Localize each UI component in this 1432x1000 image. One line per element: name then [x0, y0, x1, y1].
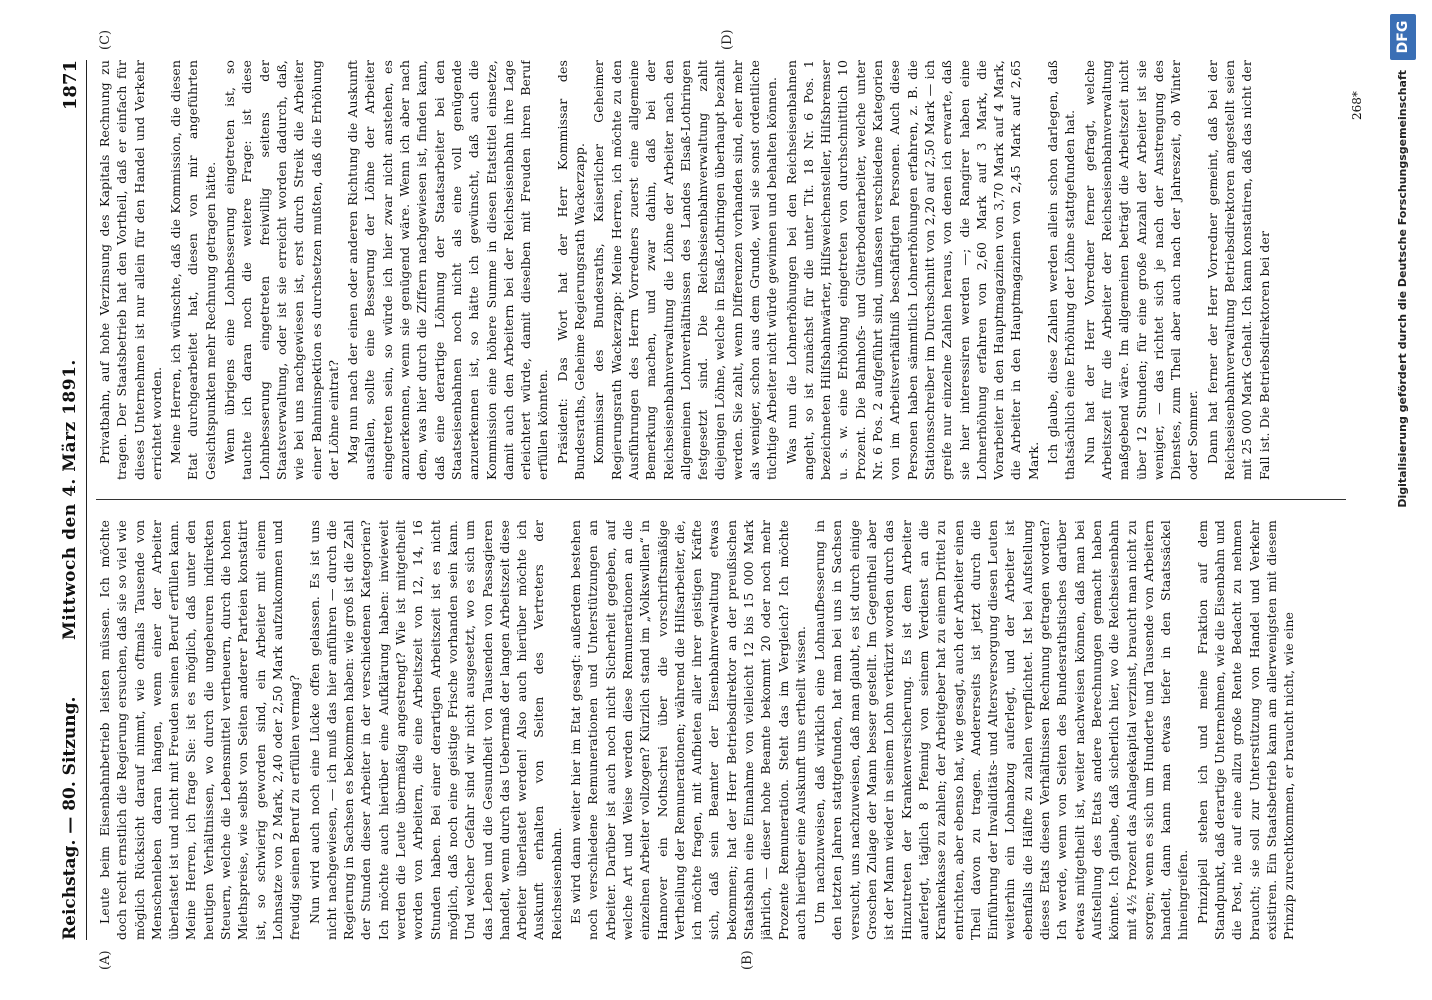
paragraph: Nun hat der Herr Vorredner ferner gefragt, welche Arbeitszeit für die Arbeiter der Reichseisenbahnverwaltung maßgebend wäre. Im allgemeinen beträgt die Arbeitszeit nicht über 12 Stunden; für eine große Anzahl der Arbeiter ist sie weniger, — das richtet sich je nach der Anstrengung des Dienstes, zum Theil aber auch nach der Jahreszeit, ob Winter oder Sommer. [1081, 60, 1201, 480]
paragraph: Kommissar des Bundesraths, Kaiserlicher Geheimer Regierungsrath Wackerzapp: Meine Herren, ich möchte zu den Ausführungen des Herrn Vorredners zuerst eine allgemeine Bemerkung machen, und zwar dahin, daß bei der Reichseisenbahnverwaltung die Löhne der Arbeiter nach den allgemeinen Lohnverhältnissen des Landes Elsaß-Lothringen festgesetzt sind. Die Reichseisenbahnverwaltung zahlt diejenigen Löhne, welche in Elsaß-Lothringen überhaupt bezahlt werden. Sie zahlt, wenn Differenzen vorhanden sind, eher mehr als weniger, schon aus dem Grunde, weil sie sonst ordentliche tüchtige Arbeiter nicht würde gewinnen und behalten können. [591, 60, 780, 480]
column-divider [96, 499, 1346, 500]
paragraph: Meine Herren, ich wünschte, daß die Kommission, die diesen Etat durchgearbeitet hat, diesen von mir angeführten Gesichtspunkten mehr Rechnung getragen hätte. [168, 60, 218, 480]
paragraph: Es wird dann weiter hier im Etat gesagt: außerdem bestehen noch verschiedene Remunerationen und Unterstützungen an Arbeiter. Darüber ist auch noch nicht Sicherheit gegeben, auf welche Art und Weise werden diese Remunerationen an die einzelnen Arbeiter vollzogen? Kürzlich stand im „Volkswillen“ in Hannover ein Nothschrei über die vorschriftsmäßige Vertheilung der Remunerationen; während die Hilfsarbeiter, die, ich möchte fragen, mit Aufbieten aller ihrer geistigen Kräfte sich, daß sein Beamter der Eisenbahnverwaltung etwas bekommen; hat der Herr Betriebsdirektor an der preußischen Staatsbahn eine Einnahme von vielleicht 12 bis 15 000 Mark jährlich, — dieser hohe Beamte bekommt 20 oder noch mehr Prozente Remuneration. Steht das im Vergleich? Ich möchte auch hierüber eine Auskunft uns ertheilt wissen. [568, 520, 808, 940]
margin-marker-b: (B) [740, 950, 755, 970]
dfg-logo: DFG [1390, 14, 1416, 60]
paragraph: Mag nun nach der einen oder anderen Richtung die Auskunft ausfallen, sollte eine Besserung der Löhne der Arbeiter eingetreten sein, so würde ich hier zwar nicht anstehen, es anzuerkennen, wenn sie genügend wäre. Wenn ich aber nach dem, was hier durch die Ziffern nachgewiesen ist, finden kann, daß eine derartige Löhnung der Staatsarbeiter bei den Staatseisenbahnen noch nicht als eine voll genügende anzuerkennen ist, so hätte ich gewünscht, daß auch die Kommission eine höhere Summe in diesen Etatstitel einsetze, damit auch den Arbeitern bei der Reichseisenbahn ihre Lage erleichtert würde, damit dieselben mit Freuden ihren Beruf erfüllen könnten. [345, 60, 551, 480]
page-header [52, 60, 87, 940]
margin-marker-d: (D) [720, 29, 735, 50]
header-left: Reichstag. — 80. Sitzung. [60, 696, 80, 940]
credit-text: Digitalisierung gefördert durch die Deutsche Forschungsgemeinschaft [1396, 70, 1409, 508]
sheet-signature: 268* [1350, 91, 1364, 120]
paragraph: Um nachzuweisen, daß wirklich eine Lohnaufbesserung in den letzten Jahren stattgefunden, hat man bei uns in Sachsen versucht, uns nachzuweisen, daß man glaubt, es ist durch einige Groschen Zulage der Mann besser gestellt. Im Gegentheil aber ist der Mann wieder in seinem Lohn verkürzt worden durch das Hinzutreten der Krankenversicherung. Es ist dem Arbeiter auferlegt, täglich 8 Pfennig von seinem Verdienst an die Krankenkasse zu zahlen; der Arbeitgeber hat zu einem Drittel zu entrichten, aber ebenso hat, wie gesagt, auch der Arbeiter einen Theil davon zu tragen. Andererseits ist jetzt durch die Einführung der Invaliditäts- und Altersversorgung diesen Leuten weiterhin ein Lohnabzug auferlegt, und der Arbeiter ist ebenfalls die Hälfte zu zahlen verpflichtet. Ist bei Aufstellung dieses Etats diesen Verhältnissen Rechnung getragen worden? Ich werde, wenn von Seiten des Bundesrathstisches darüber etwas mitgetheilt ist, weiter nachweisen können, daß man bei Aufstellung des Etats andere Berechnungen gemacht haben könnte. Ich glaube, daß sicherlich hier, wo die Reichseisenbahn mit 4½ Prozent das Anlagekapital verzinst, braucht man nicht zu sorgen; wenn es sich um Hunderte und Tausende von Arbeitern handelt, dann kann man etwas tiefer in den Staatssäckel hineingreifen. [812, 520, 1191, 940]
paragraph: Leute beim Eisenbahnbetrieb leisten müssen. Ich möchte doch recht ernstlich die Regierung ersuchen, daß sie so viel wie möglich Rücksicht darauf nimmt, wie oftmals Tausende von Menschenleben daran hängen, wenn einer der Arbeiter überlastet ist und nicht mit Freuden seinen Beruf erfüllen kann. Meine Herren, ich frage Sie: ist es möglich, daß unter den heutigen Verhältnissen, wo durch die ungeheuren indirekten Steuern, welche die Lebensmittel vertheuern, durch die hohen Miethspreise, wie selbst von Seiten anderer Parteien konstatirt ist, so schwierig geworden sind, ein Arbeiter mit einem Lohnsatze von 2 Mark, 2,40 oder 2,50 Mark aufzukommen und freudig seinen Beruf zu erfüllen vermag? [97, 520, 303, 940]
header-date: Mittwoch den 4. März 1891. [60, 359, 80, 640]
paragraph: Ich glaube, diese Zahlen werden allein schon darlegen, daß thatsächlich eine Erhöhung der Löhne stattgefunden hat. [1045, 60, 1078, 480]
paragraph: Prinzipiell stehen ich und meine Fraktion auf dem Standpunkt, daß derartige Unternehmen, wie die Eisenbahn und die Post, nie auf eine allzu große Rente Bedacht zu nehmen braucht; sie soll zur Unterstützung von Handel und Verkehr existiren. Ein Staatsbetrieb kann am allerwenigsten mit diesem Prinzip zurechtkommen, er braucht nicht, wie eine [1194, 520, 1297, 940]
paragraph: Privatbahn, auf hohe Verzinsung des Kapitals Rechnung zu tragen. Der Staatsbetrieb hat den Vortheil, daß er einfach für dieses Unternehmen ist nur allein für den Handel und Verkehr errichtet worden. [97, 60, 164, 480]
left-column [96, 520, 1346, 940]
margin-marker-c: (C) [98, 29, 113, 50]
margin-marker-a: (A) [98, 950, 113, 970]
paragraph-president: Präsident: Das Wort hat der Herr Kommissar des Bundesraths, Geheime Regierungsrath Wackerzapp. [554, 60, 588, 480]
paragraph: Dann hat ferner der Herr Vorredner gemeint, daß bei der Reichseisenbahnverwaltung Betriebsdirektoren angestellt seien mit 25 000 Mark Gehalt. Ich kann konstatiren, daß das nicht der Fall ist. Die Betriebsdirektoren bei der [1204, 60, 1272, 480]
paragraph: Nun wird auch noch eine Lücke offen gelassen. Es ist uns nicht nachgewiesen, — ich muß das hier anführen — durch die Regierung in Sachsen es bekommen haben: wie groß ist die Zahl der Stunden dieser Arbeiter in der verschiedenen Kategorien? Ich möchte auch hierüber eine Aufklärung haben: inwieweit werden die Leute übermäßig angestrengt? Wie ist mitgetheilt worden von Arbeitern, die eine Arbeitszeit von 12, 14, 16 Stunden haben. Bei einer derartigen Arbeitszeit ist es nicht möglich, daß noch eine geistige Frische vorhanden sein kann. Und welcher Gefahr sind wir nicht ausgesetzt, wo es sich um das Leben und die Gesundheit von Tausenden von Passagieren handelt, wenn durch das Uebermaß der langen Arbeitszeit diese Arbeiter überlastet werden! Also auch hierüber möchte ich Auskunft erhalten von Seiten des Vertreters der Reichseisenbahn. [306, 520, 564, 940]
digitization-credit [1382, 0, 1428, 1000]
right-column [96, 60, 1346, 480]
paragraph: Was nun die Lohnerhöhungen bei den Reichseisenbahnen angeht, so ist zunächst für die unter Tit. 18 Nr. 6 Pos. 1 bezeichneten Hilfsbahnwärter, Hilfsweichensteller, Hilfsbremser u. s. w. eine Erhöhung eingetreten von durchschnittlich 10 Prozent. Die Bahnhofs- und Güterbodenarbeiter, welche unter Nr. 6 Pos. 2 aufgeführt sind, umfassen verschiedene Kategorien von im Arbeitsverhältniß beschäftigten Personen. Auch diese Personen haben sämmtlich Lohnerhöhungen erfahren, z. B. die Stationsschreiber im Durchschnitt von 2,20 auf 2,50 Mark — ich greife nur einzelne Zahlen heraus, von denen ich erwarte, daß sie hier interessiren werden —; die Rangirer haben eine Lohnerhöhung erfahren von 2,60 Mark auf 3 Mark, die Vorarbeiter in den Hauptmagazinen von 3,70 Mark auf 4 Mark, die Arbeiter in den Hauptmagazinen von 2,45 Mark auf 2,65 Mark. [783, 60, 1041, 480]
page-number: 1871 [60, 60, 81, 111]
paragraph: Wenn übrigens eine Lohnbesserung eingetreten ist, so tauchte ich daran noch die weitere Frage: ist diese Lohnbesserung eingetreten freiwillig seitens der Staatsverwaltung, oder ist sie erreicht worden dadurch, daß, wie bei uns nachgewiesen ist, erst durch Streik die Arbeiter einer Bahninspektion es durchsetzen mußten, daß die Erhöhung der Löhne eintrat? [222, 60, 341, 480]
